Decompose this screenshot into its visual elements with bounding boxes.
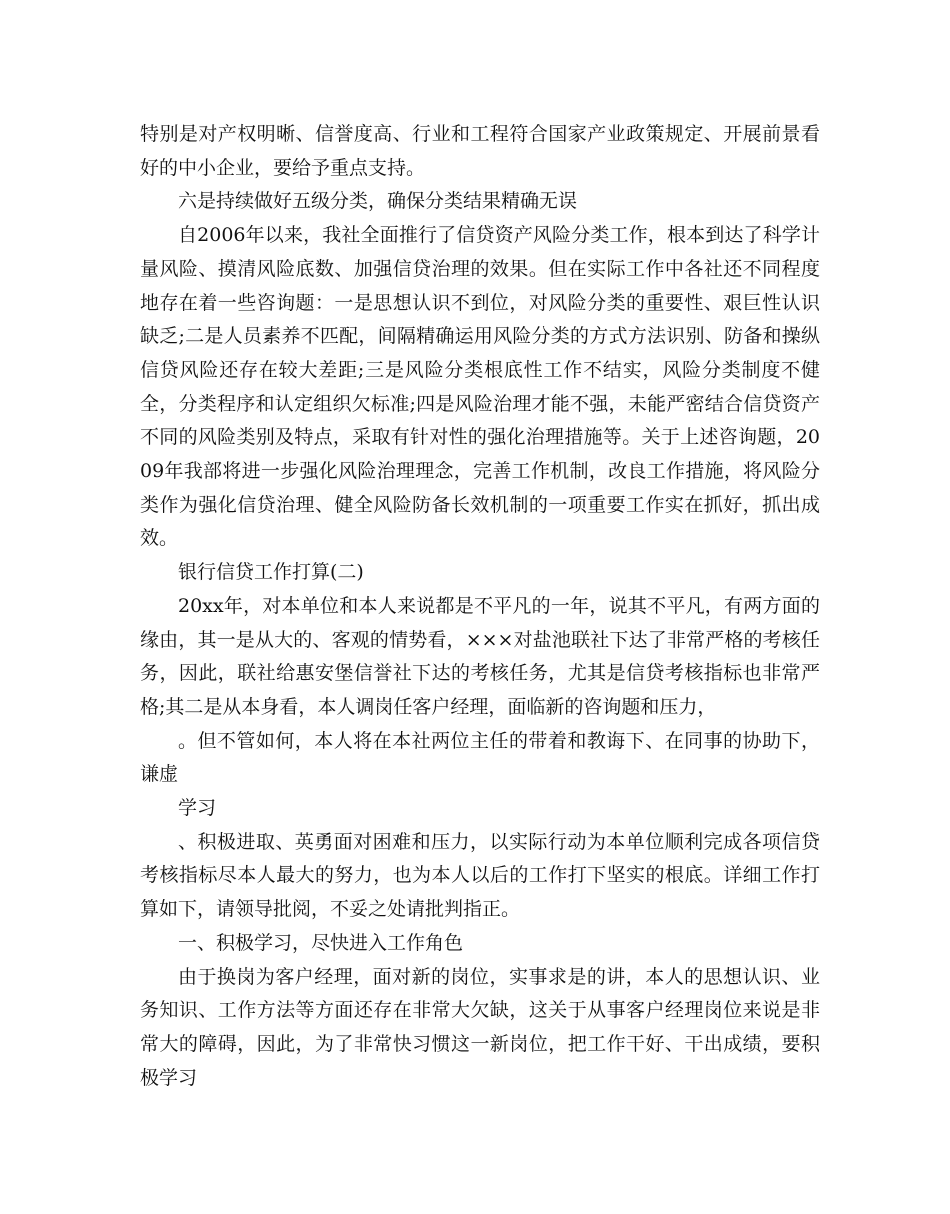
paragraph-year-overview: 20xx年，对本单位和本人来说都是不平凡的一年，说其不平凡，有两方面的缘由，其一是从大的、客观的情势看，×××对盐池联社下达了非常严格的考核任务，因此，联社给惠安堡信誉社下达的考核任务，尤其是信贷考核指标也非常严格;其二是从本身看，本人调岗任客户经理，面临新的咨询题和压力， xyxy=(140,594,820,718)
paragraph-risk-classification: 自2006年以来，我社全面推行了信贷资产风险分类工作，根本到达了科学计量风险、摸清风险底数、加强信贷治理的效果。但在实际工作中各社还不同程度地存在着一些咨询题：一是思想认识不到位，对风险分类的重要性、艰巨性认识缺乏;二是人员素养不匹配，间隔精确运用风险分类的方式方法识别、防备和操纵信贷风险还存在较大差距;三是风险分类根底性工作不结实，风险分类制度不健全，分类程序和认定组织欠标准;四是风险治理才能不强，未能严密结合信贷资产不同的风险类别及特点，采取有针对性的强化治理措施等。关于上述咨询题，2009年我部将进一步强化风险治理理念，完善工作机制，改良工作措施，将风险分类作为强化信贷治理、健全风险防备长效机制的一项重要工作实在抓好，抓出成效。 xyxy=(140,224,820,550)
paragraph-new-position: 由于换岗为客户经理，面对新的岗位，实事求是的讲，本人的思想认识、业务知识、工作方法等方面还存在非常大欠缺，这关于从事客户经理岗位来说是非常大的障碍，因此，为了非常快习惯这一新岗位，把工作干好、干出成绩，要积极学习 xyxy=(140,965,820,1089)
paragraph-proactive: 、积极进取、英勇面对困难和压力，以实际行动为本单位顺利完成各项信贷考核指标尽本人最大的努力，也为本人以后的工作打下坚实的根底。详细工作打算如下，请领导批阅，不妥之处请批判指正。 xyxy=(140,830,820,921)
paragraph-1: 特别是对产权明晰、信誉度高、行业和工程符合国家产业政策规定、开展前景看好的中小企业，要给予重点支持。 xyxy=(140,123,820,179)
heading-five-level-classification: 六是持续做好五级分类，确保分类结果精确无误 xyxy=(178,190,578,213)
heading-active-learning: 一、积极学习，尽快进入工作角色 xyxy=(178,931,464,954)
document-body xyxy=(140,118,820,1095)
paragraph-humble: 。但不管如何，本人将在本社两位主任的带着和教诲下、在同事的协助下，谦虚 xyxy=(140,729,820,786)
heading-credit-work-plan-two: 银行信贷工作打算(二) xyxy=(178,561,364,584)
paragraph-study: 学习 xyxy=(178,797,217,820)
